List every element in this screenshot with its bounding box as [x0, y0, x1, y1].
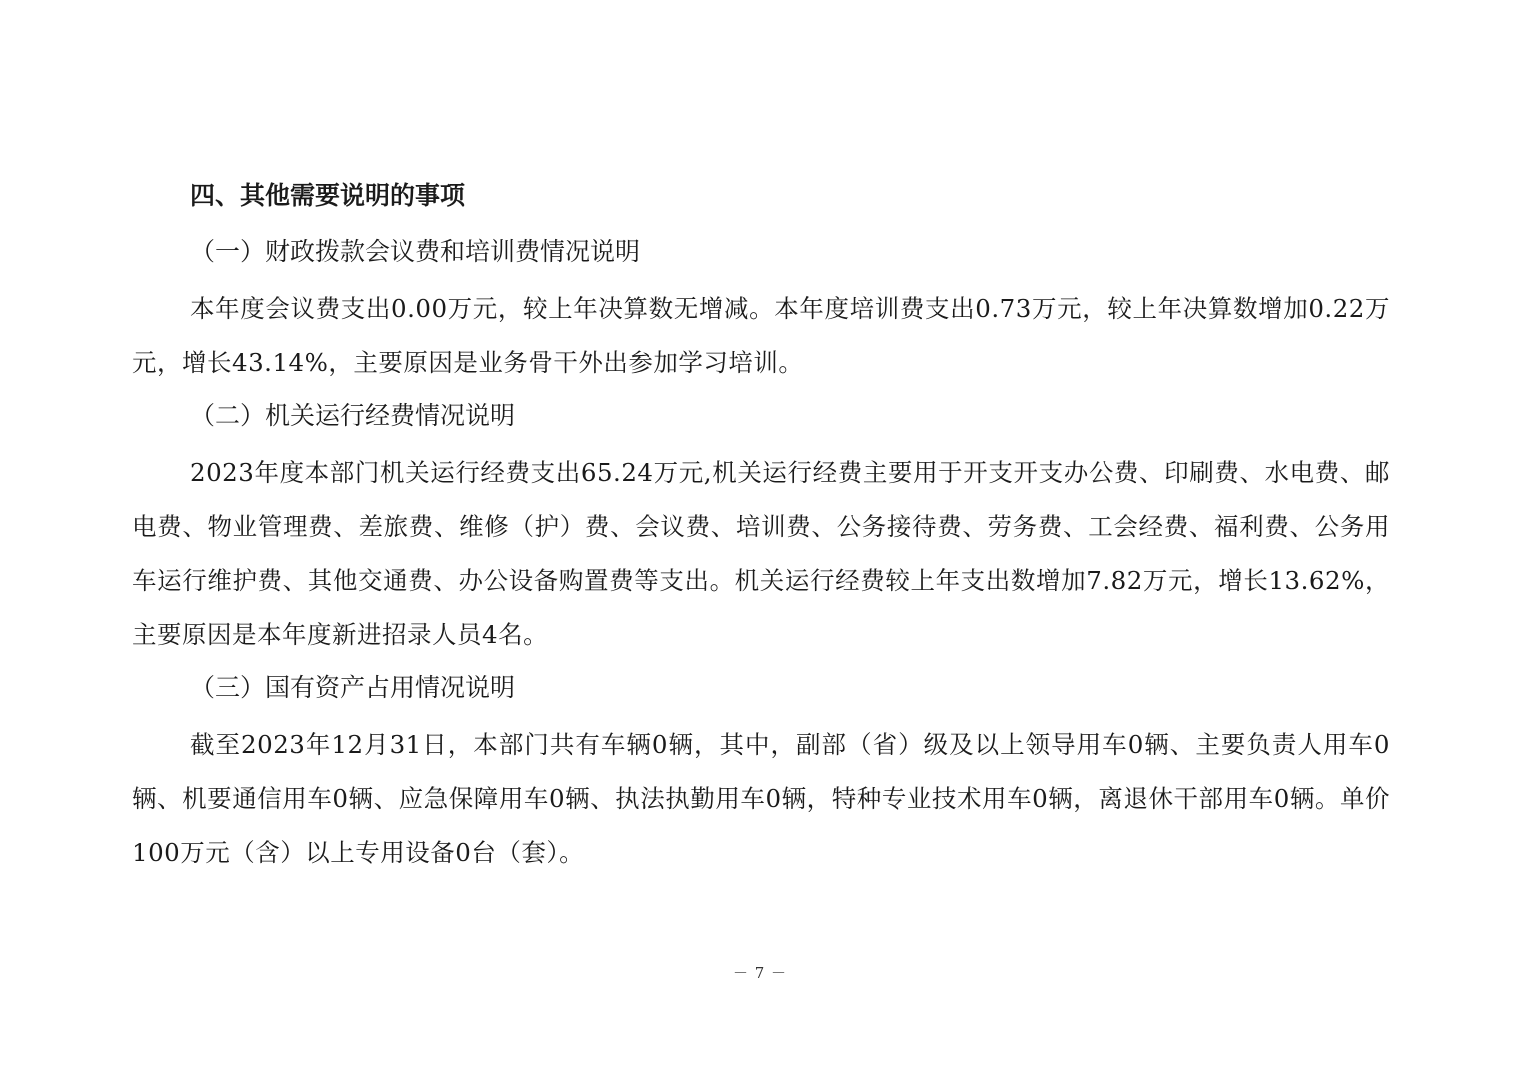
paragraph-operating-expenses: 2023年度本部门机关运行经费支出65.24万元,机关运行经费主要用于开支开支办公费、印刷费、水电费、邮电费、物业管理费、差旅费、维修（护）费、会议费、培训费、公务接待费、劳务费、工会经费、福利费、公务用车运行维护费、其他交通费、办公设备购置费等支出。机关运行经费较上年支出数增加7.82万元，增长13.62%，主要原因是本年度新进招录人员4名。 [132, 458, 1390, 649]
subsection-heading-2: （二）机关运行经费情况说明 [190, 401, 516, 430]
page-number: － 7 － [732, 964, 788, 982]
document-body [132, 170, 1390, 880]
subsection-heading-1: （一）财政拨款会议费和培训费情况说明 [190, 237, 641, 266]
paragraph-state-assets: 截至2023年12月31日，本部门共有车辆0辆，其中，副部（省）级及以上领导用车0辆、主要负责人用车0辆、机要通信用车0辆、应急保障用车0辆、执法执勤用车0辆，特种专业技术用车0辆，离退休干部用车0辆。单价100万元（含）以上专用设备0台（套）。 [132, 730, 1390, 867]
paragraph-meeting-training-fees: 本年度会议费支出0.00万元，较上年决算数无增减。本年度培训费支出0.73万元，较上年决算数增加0.22万元，增长43.14%，主要原因是业务骨干外出参加学习培训。 [132, 294, 1390, 377]
section-heading: 四、其他需要说明的事项 [190, 181, 466, 210]
subsection-heading-3: （三）国有资产占用情况说明 [190, 673, 516, 702]
